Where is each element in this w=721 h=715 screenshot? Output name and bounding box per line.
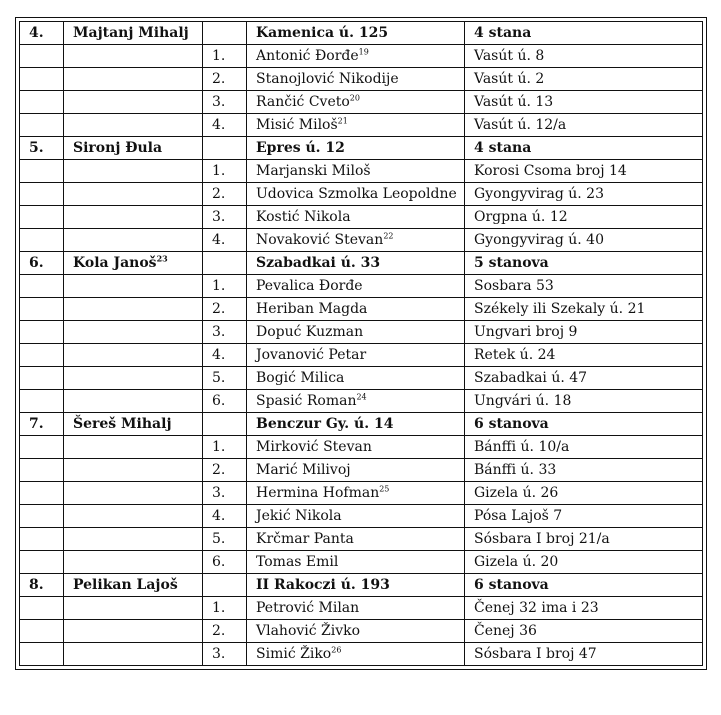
tenant-name-text: Heriban Magda bbox=[256, 301, 368, 317]
tenant-name bbox=[247, 482, 465, 505]
tenant-row bbox=[20, 91, 703, 114]
tenant-name bbox=[247, 344, 465, 367]
tenant-name bbox=[247, 91, 465, 114]
empty-cell bbox=[20, 597, 64, 620]
tenant-row bbox=[20, 482, 703, 505]
tenant-name bbox=[247, 459, 465, 482]
tenant-address: Bánffi ú. 33 bbox=[465, 459, 703, 482]
tenant-row bbox=[20, 321, 703, 344]
empty-cell bbox=[64, 275, 203, 298]
tenant-row bbox=[20, 229, 703, 252]
tenant-name bbox=[247, 45, 465, 68]
tenant-name bbox=[247, 505, 465, 528]
owner-number: 6. bbox=[20, 252, 64, 275]
empty-cell bbox=[20, 206, 64, 229]
owner-name-text: Šereš Mihalj bbox=[73, 416, 172, 432]
tenant-index: 4. bbox=[203, 114, 247, 137]
tenant-address: Bánffi ú. 10/a bbox=[465, 436, 703, 459]
tenant-name-text: Jekić Nikola bbox=[256, 508, 342, 524]
tenant-name bbox=[247, 206, 465, 229]
tenant-row bbox=[20, 160, 703, 183]
building-address: Benczur Gy. ú. 14 bbox=[247, 413, 465, 436]
tenant-name bbox=[247, 114, 465, 137]
tenant-index: 3. bbox=[203, 482, 247, 505]
tenant-name-text: Marić Milivoj bbox=[256, 462, 351, 478]
empty-cell bbox=[64, 482, 203, 505]
empty-cell bbox=[64, 367, 203, 390]
tenant-row bbox=[20, 45, 703, 68]
empty-cell bbox=[64, 45, 203, 68]
table-body bbox=[20, 22, 703, 666]
tenant-row bbox=[20, 597, 703, 620]
empty-cell bbox=[64, 436, 203, 459]
unit-count: 4 stana bbox=[465, 137, 703, 160]
tenant-name bbox=[247, 183, 465, 206]
tenant-address: Ungvari broj 9 bbox=[465, 321, 703, 344]
tenant-name-text: Simić Žiko bbox=[256, 646, 332, 662]
empty-cell bbox=[20, 620, 64, 643]
owner-number: 7. bbox=[20, 413, 64, 436]
tenant-index: 3. bbox=[203, 643, 247, 666]
tenant-name bbox=[247, 643, 465, 666]
tenant-index: 2. bbox=[203, 620, 247, 643]
owner-name-text: Majtanj Mihalj bbox=[73, 25, 189, 41]
tenant-index: 2. bbox=[203, 183, 247, 206]
building-address: Szabadkai ú. 33 bbox=[247, 252, 465, 275]
empty-cell bbox=[20, 643, 64, 666]
tenant-index: 2. bbox=[203, 68, 247, 91]
empty-cell bbox=[64, 160, 203, 183]
tenant-address: Szabadkai ú. 47 bbox=[465, 367, 703, 390]
tenant-name-text: Kostić Nikola bbox=[256, 209, 351, 225]
tenant-row bbox=[20, 620, 703, 643]
empty-cell bbox=[20, 551, 64, 574]
tenant-name-text: Mirković Stevan bbox=[256, 439, 372, 455]
tenant-address: Čenej 36 bbox=[465, 620, 703, 643]
tenant-row bbox=[20, 183, 703, 206]
tenant-address: Gyongyvirag ú. 40 bbox=[465, 229, 703, 252]
unit-count: 5 stanova bbox=[465, 252, 703, 275]
tenant-index: 5. bbox=[203, 528, 247, 551]
tenant-address: Pósa Lajoš 7 bbox=[465, 505, 703, 528]
empty-cell bbox=[64, 68, 203, 91]
tenant-address: Ungvári ú. 18 bbox=[465, 390, 703, 413]
tenant-address: Sósbara I broj 21/a bbox=[465, 528, 703, 551]
owner-number: 5. bbox=[20, 137, 64, 160]
tenant-row bbox=[20, 459, 703, 482]
empty-cell bbox=[64, 528, 203, 551]
owner-name bbox=[64, 137, 203, 160]
empty-cell bbox=[20, 459, 64, 482]
owner-number: 4. bbox=[20, 22, 64, 45]
tenant-row bbox=[20, 528, 703, 551]
tenant-name-text: Petrović Milan bbox=[256, 600, 360, 616]
empty-cell bbox=[64, 321, 203, 344]
building-address: II Rakoczi ú. 193 bbox=[247, 574, 465, 597]
empty-cell bbox=[64, 91, 203, 114]
tenant-row bbox=[20, 643, 703, 666]
tenant-name-text: Jovanović Petar bbox=[256, 347, 367, 363]
tenant-address: Korosi Csoma broj 14 bbox=[465, 160, 703, 183]
empty-cell bbox=[64, 551, 203, 574]
tenant-index: 1. bbox=[203, 160, 247, 183]
empty-cell bbox=[20, 298, 64, 321]
footnote-ref: 22 bbox=[383, 231, 394, 241]
tenant-address: Vasút ú. 2 bbox=[465, 68, 703, 91]
tenant-name bbox=[247, 160, 465, 183]
tenant-name-text: Hermina Hofman bbox=[256, 485, 380, 501]
tenant-name bbox=[247, 321, 465, 344]
empty-cell bbox=[64, 390, 203, 413]
footnote-ref: 20 bbox=[349, 93, 360, 103]
owner-name bbox=[64, 413, 203, 436]
owner-name bbox=[64, 574, 203, 597]
tenant-name bbox=[247, 528, 465, 551]
tenant-address: Sósbara I broj 47 bbox=[465, 643, 703, 666]
empty-cell bbox=[64, 620, 203, 643]
owner-row bbox=[20, 574, 703, 597]
empty-cell bbox=[20, 275, 64, 298]
tenant-address: Székely ili Szekaly ú. 21 bbox=[465, 298, 703, 321]
tenant-index: 4. bbox=[203, 229, 247, 252]
empty-cell bbox=[20, 344, 64, 367]
empty-cell bbox=[64, 344, 203, 367]
owner-name bbox=[64, 252, 203, 275]
tenant-name bbox=[247, 390, 465, 413]
tenant-address: Gyongyvirag ú. 23 bbox=[465, 183, 703, 206]
empty-cell bbox=[20, 183, 64, 206]
tenant-address: Sosbara 53 bbox=[465, 275, 703, 298]
empty-cell bbox=[20, 482, 64, 505]
building-address: Epres ú. 12 bbox=[247, 137, 465, 160]
empty-cell bbox=[64, 459, 203, 482]
tenant-name-text: Tomas Emil bbox=[256, 554, 339, 570]
tenant-name bbox=[247, 597, 465, 620]
tenant-row bbox=[20, 367, 703, 390]
tenant-name-text: Marjanski Miloš bbox=[256, 163, 371, 179]
tenant-index: 6. bbox=[203, 390, 247, 413]
empty-cell bbox=[20, 160, 64, 183]
tenant-name-text: Novaković Stevan bbox=[256, 232, 384, 248]
tenant-index: 2. bbox=[203, 459, 247, 482]
tenant-row bbox=[20, 344, 703, 367]
empty-cell bbox=[64, 505, 203, 528]
owner-row bbox=[20, 137, 703, 160]
owner-name-text: Kola Janoš bbox=[73, 255, 157, 271]
tenant-row bbox=[20, 206, 703, 229]
owner-number: 8. bbox=[20, 574, 64, 597]
tenant-index: 4. bbox=[203, 505, 247, 528]
tenant-name-text: Krčmar Panta bbox=[256, 531, 354, 547]
footnote-ref: 19 bbox=[358, 47, 369, 57]
empty-cell bbox=[64, 597, 203, 620]
empty-cell bbox=[203, 22, 247, 45]
tenant-name-text: Udovica Szmolka Leopoldne bbox=[256, 186, 457, 202]
tenant-address: Gizela ú. 20 bbox=[465, 551, 703, 574]
tenant-address: Gizela ú. 26 bbox=[465, 482, 703, 505]
empty-cell bbox=[20, 45, 64, 68]
tenant-name-text: Stanojlović Nikodije bbox=[256, 71, 399, 87]
tenant-row bbox=[20, 275, 703, 298]
tenant-address: Vasút ú. 12/a bbox=[465, 114, 703, 137]
tenant-address: Orgpna ú. 12 bbox=[465, 206, 703, 229]
tenant-row bbox=[20, 436, 703, 459]
tenant-name-text: Bogić Milica bbox=[256, 370, 345, 386]
empty-cell bbox=[20, 114, 64, 137]
empty-cell bbox=[64, 114, 203, 137]
empty-cell bbox=[203, 413, 247, 436]
unit-count: 4 stana bbox=[465, 22, 703, 45]
unit-count: 6 stanova bbox=[465, 574, 703, 597]
tenant-name-text: Antonić Đorđe bbox=[256, 48, 359, 64]
empty-cell bbox=[20, 91, 64, 114]
tenant-name bbox=[247, 620, 465, 643]
tenant-name bbox=[247, 275, 465, 298]
tenant-row bbox=[20, 390, 703, 413]
tenant-index: 3. bbox=[203, 206, 247, 229]
empty-cell bbox=[203, 252, 247, 275]
tenant-index: 6. bbox=[203, 551, 247, 574]
empty-cell bbox=[64, 183, 203, 206]
tenant-index: 3. bbox=[203, 91, 247, 114]
document-table-frame bbox=[15, 17, 707, 670]
tenant-name-text: Rančić Cveto bbox=[256, 94, 350, 110]
tenant-name bbox=[247, 436, 465, 459]
empty-cell bbox=[20, 229, 64, 252]
empty-cell bbox=[20, 68, 64, 91]
owner-row bbox=[20, 22, 703, 45]
tenant-index: 2. bbox=[203, 298, 247, 321]
empty-cell bbox=[64, 229, 203, 252]
tenant-index: 1. bbox=[203, 275, 247, 298]
footnote-ref: 26 bbox=[331, 645, 342, 655]
tenant-address: Čenej 32 ima i 23 bbox=[465, 597, 703, 620]
empty-cell bbox=[64, 298, 203, 321]
tenant-name bbox=[247, 229, 465, 252]
tenant-name bbox=[247, 551, 465, 574]
tenant-name-text: Dopuć Kuzman bbox=[256, 324, 364, 340]
tenant-address: Vasút ú. 13 bbox=[465, 91, 703, 114]
owner-name-text: Sironj Đula bbox=[73, 140, 163, 156]
tenant-name-text: Misić Miloš bbox=[256, 117, 338, 133]
tenant-row bbox=[20, 114, 703, 137]
tenant-name bbox=[247, 298, 465, 321]
tenant-index: 3. bbox=[203, 321, 247, 344]
empty-cell bbox=[203, 137, 247, 160]
unit-count: 6 stanova bbox=[465, 413, 703, 436]
tenant-index: 1. bbox=[203, 597, 247, 620]
footnote-ref: 25 bbox=[379, 484, 390, 494]
tenant-row bbox=[20, 505, 703, 528]
tenant-name-text: Vlahović Živko bbox=[256, 623, 361, 639]
owner-row bbox=[20, 413, 703, 436]
tenant-name bbox=[247, 367, 465, 390]
owner-name bbox=[64, 22, 203, 45]
tenant-address: Retek ú. 24 bbox=[465, 344, 703, 367]
empty-cell bbox=[20, 321, 64, 344]
footnote-ref: 23 bbox=[156, 253, 168, 264]
empty-cell bbox=[20, 390, 64, 413]
footnote-ref: 21 bbox=[337, 116, 348, 126]
tenant-name bbox=[247, 68, 465, 91]
tenant-index: 1. bbox=[203, 436, 247, 459]
tenant-row bbox=[20, 68, 703, 91]
building-address: Kamenica ú. 125 bbox=[247, 22, 465, 45]
tenant-name-text: Spasić Roman bbox=[256, 393, 357, 409]
tenant-index: 1. bbox=[203, 45, 247, 68]
empty-cell bbox=[20, 436, 64, 459]
empty-cell bbox=[203, 574, 247, 597]
tenant-index: 5. bbox=[203, 367, 247, 390]
tenant-row bbox=[20, 298, 703, 321]
empty-cell bbox=[20, 367, 64, 390]
footnote-ref: 24 bbox=[356, 392, 367, 402]
tenant-name-text: Pevalica Đorđe bbox=[256, 278, 363, 294]
empty-cell bbox=[20, 505, 64, 528]
tenant-row bbox=[20, 551, 703, 574]
owner-name-text: Pelikan Lajoš bbox=[73, 577, 178, 593]
empty-cell bbox=[64, 206, 203, 229]
empty-cell bbox=[64, 643, 203, 666]
housing-table bbox=[19, 21, 703, 666]
empty-cell bbox=[20, 528, 64, 551]
owner-row bbox=[20, 252, 703, 275]
tenant-index: 4. bbox=[203, 344, 247, 367]
tenant-address: Vasút ú. 8 bbox=[465, 45, 703, 68]
